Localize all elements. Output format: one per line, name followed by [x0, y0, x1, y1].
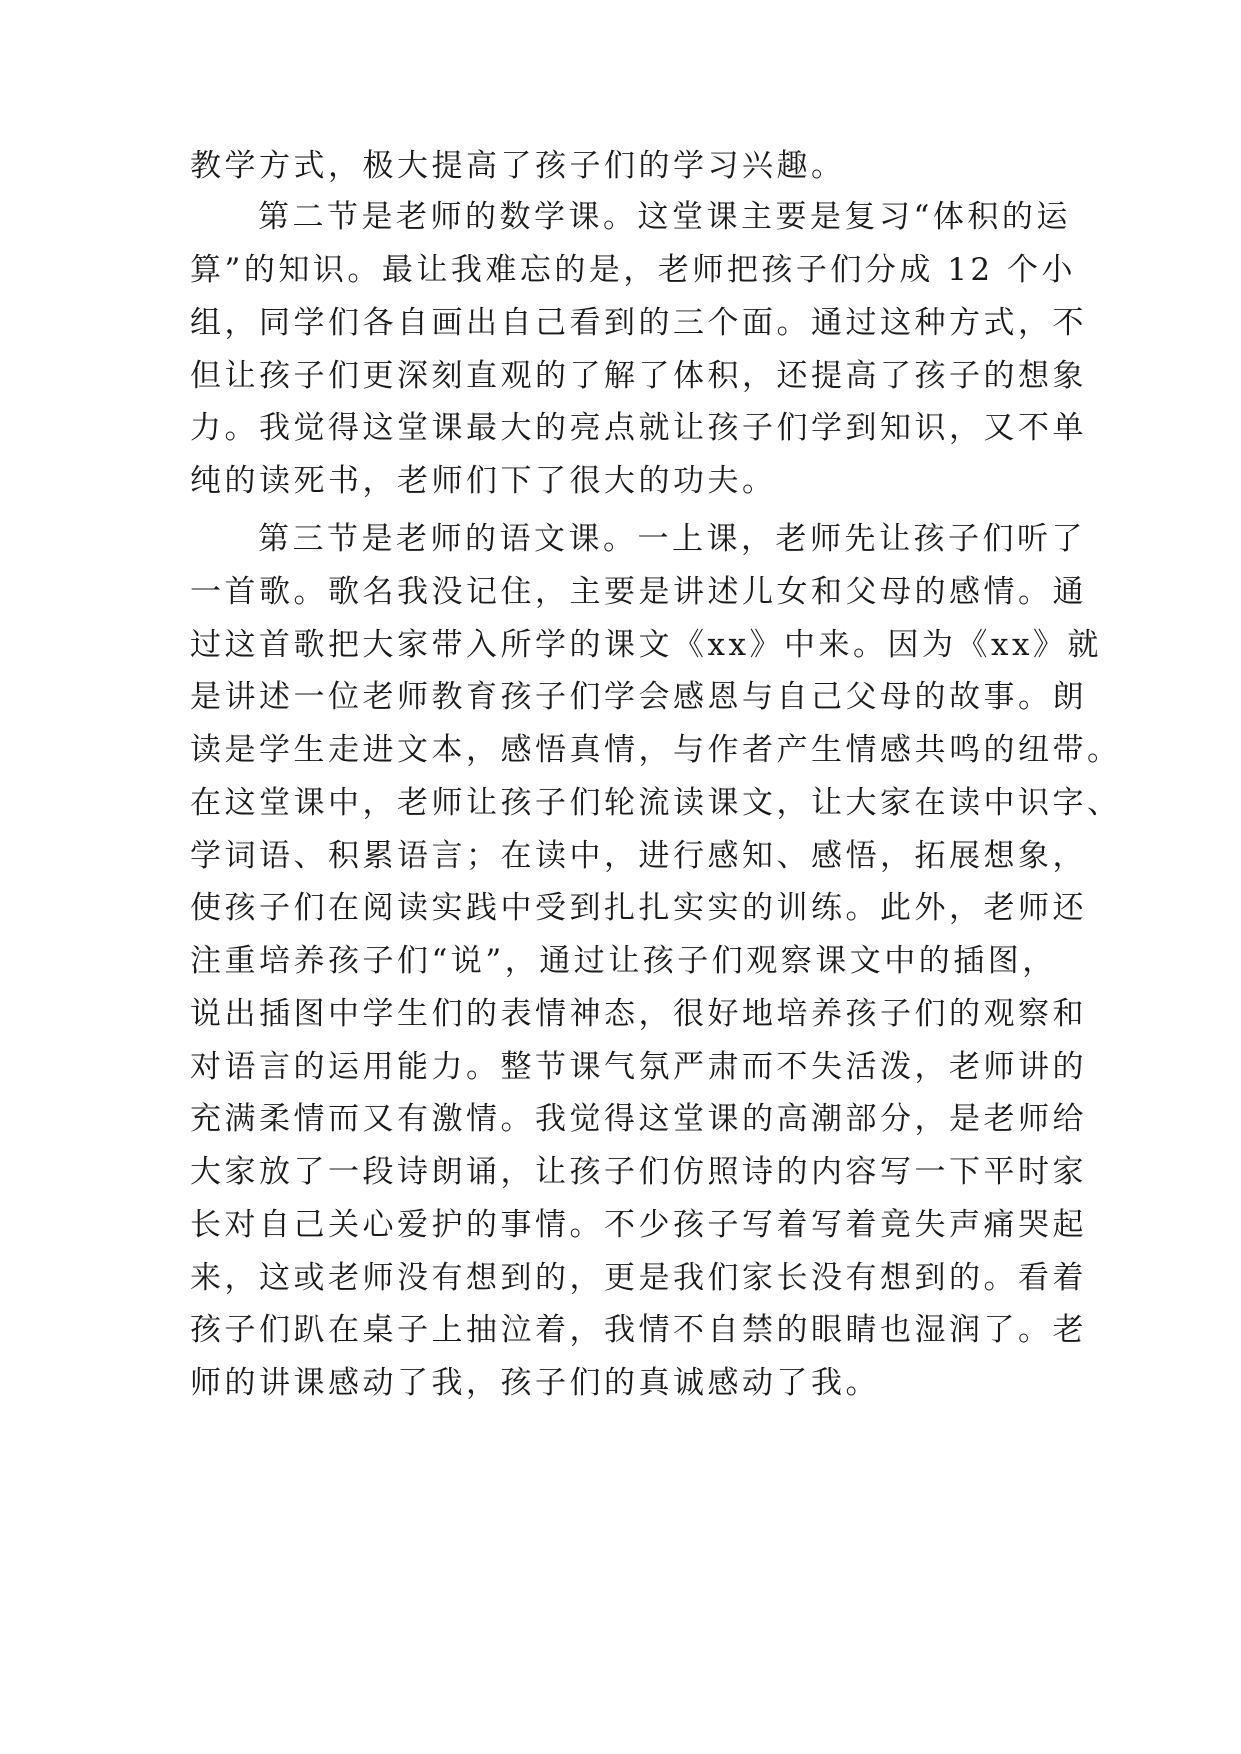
text-line: 教学方式，极大提高了孩子们的学习兴趣。 [190, 148, 846, 184]
text-line: 使孩子们在阅读实践中受到扎扎实实的训练。此外，老师还 [190, 890, 1087, 926]
text-line: 算”的知识。最让我难忘的是，老师把孩子们分成 12 个小 [190, 252, 1076, 288]
text-line: 纯的读死书，老师们下了很大的功夫。 [190, 463, 777, 499]
text-line: 但让孩子们更深刻直观的了解了体积，还提高了孩子的想象 [190, 358, 1087, 394]
text-line: 力。我觉得这堂课最大的亮点就让孩子们学到知识，又不单 [190, 410, 1087, 446]
text-line: 过这首歌把大家带入所学的课文《xx》中来。因为《xx》就 [190, 627, 1102, 663]
text-line: 注重培养孩子们“说”，通过让孩子们观察课文中的插图， [190, 943, 1057, 979]
text-line: 师的讲课感动了我，孩子们的真诚感动了我。 [190, 1365, 880, 1401]
text-line: 对语言的运用能力。整节课气氛严肃而不失活泼，老师讲的 [190, 1049, 1087, 1085]
paragraph-start-line: 第三节是老师的语文课。一上课，老师先让孩子们听了 [258, 521, 1086, 557]
paragraph-start-line: 第二节是老师的数学课。这堂课主要是复习“体积的运 [258, 199, 1071, 235]
text-line: 长对自己关心爱护的事情。不少孩子写着写着竟失声痛哭起 [190, 1207, 1087, 1243]
text-line: 一首歌。歌名我没记住，主要是讲述儿女和父母的感情。通 [190, 574, 1087, 610]
text-line: 充满柔情而又有激情。我觉得这堂课的高潮部分，是老师给 [190, 1101, 1087, 1137]
text-line: 来，这或老师没有想到的，更是我们家长没有想到的。看着 [190, 1260, 1087, 1296]
text-line: 在这堂课中，老师让孩子们轮流读课文，让大家在读中识字、 [190, 785, 1122, 821]
text-line: 学词语、积累语言；在读中，进行感知、感悟，拓展想象， [190, 838, 1087, 874]
text-line: 组，同学们各自画出自己看到的三个面。通过这种方式，不 [190, 305, 1087, 341]
text-line: 孩子们趴在桌子上抽泣着，我情不自禁的眼睛也湿润了。老 [190, 1312, 1087, 1348]
text-line: 读是学生走进文本，感悟真情，与作者产生情感共鸣的纽带。 [190, 732, 1122, 768]
text-line: 是讲述一位老师教育孩子们学会感恩与自己父母的故事。朗 [190, 679, 1087, 715]
text-line: 说出插图中学生们的表情神态，很好地培养孩子们的观察和 [190, 996, 1087, 1032]
text-line: 大家放了一段诗朗诵，让孩子们仿照诗的内容写一下平时家 [190, 1154, 1087, 1190]
